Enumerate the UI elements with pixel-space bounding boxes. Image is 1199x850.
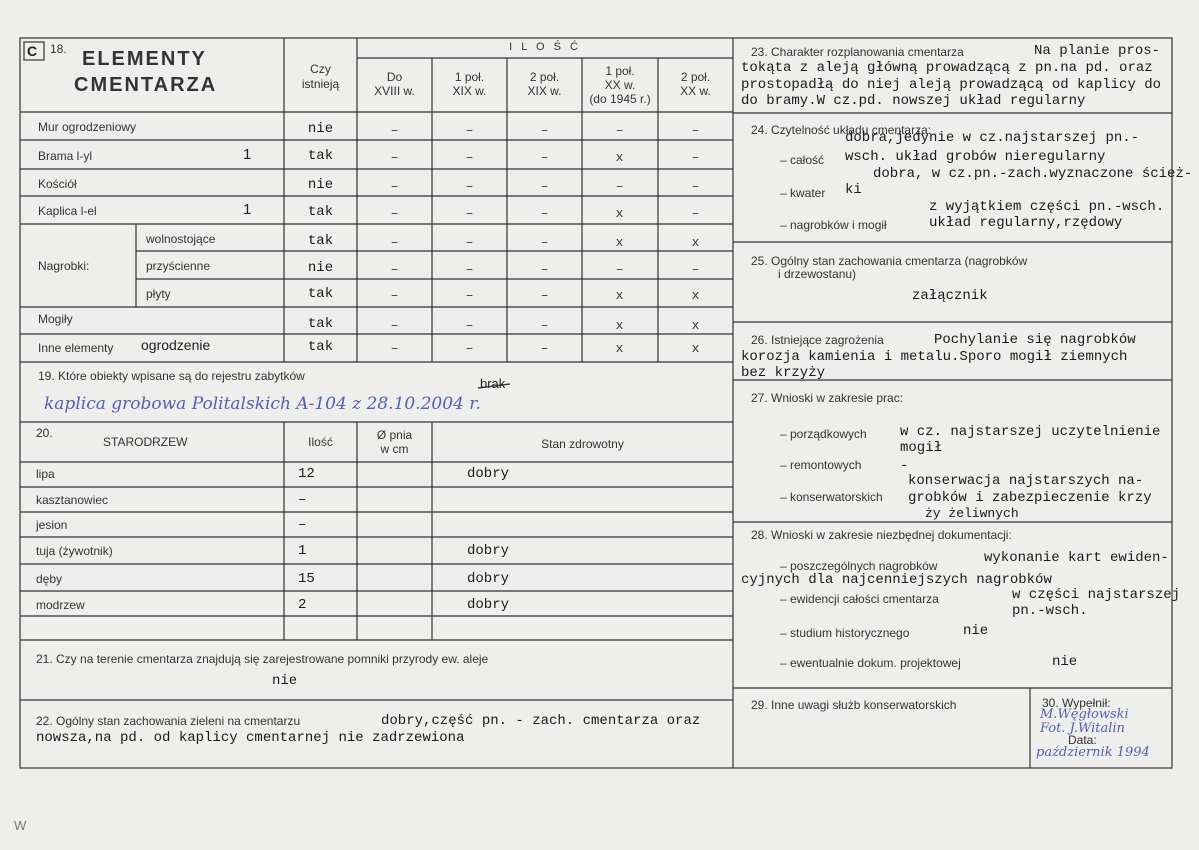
period-header (432, 70, 507, 98)
element-period-mark: – (540, 262, 549, 277)
element-period-mark: x (615, 341, 624, 356)
section-26-text: bez krzyży (741, 365, 826, 381)
element-count: 1 (243, 201, 252, 218)
element-period-mark: x (691, 235, 700, 250)
tree-col-pnia-line: Ø pnia (376, 428, 413, 442)
element-period-mark: – (465, 318, 474, 333)
element-period-mark: – (615, 262, 624, 277)
period-header (582, 64, 658, 106)
section-24-calosc-text: wsch. układ grobów nieregularny (845, 149, 1106, 165)
element-period-mark: – (465, 262, 474, 277)
element-period-mark: x (691, 288, 700, 303)
tree-name: modrzew (36, 598, 85, 612)
section-21-label: 21. Czy na terenie cmentarza znajdują się zarejestrowane pomniki przyrody ew. aleje (36, 652, 489, 666)
tree-quantity: 1 (298, 543, 307, 559)
element-period-mark: – (390, 235, 399, 250)
element-period-mark: – (465, 123, 474, 138)
section-30-data-label: Data: (1068, 733, 1097, 747)
section-28-ewent-label: – ewentualnie dokum. projektowej (780, 656, 961, 670)
element-label: Kościół (38, 177, 77, 191)
col-header-istnieja: istnieją (301, 77, 340, 91)
section-24-label: 24. Czytelność układu cmentarza: (751, 123, 932, 137)
section-26-text: Pochylanie się nagrobków (934, 332, 1136, 348)
section-28-ewid-text: w części najstarszej (1012, 587, 1181, 603)
element-period-mark: – (540, 179, 549, 194)
section-30-label: 30. Wypełnił: (1042, 696, 1111, 710)
section-23-text: tokąta z aleją główną prowadzącą z pn.na pd. oraz (741, 60, 1153, 76)
tree-col-pnia-line: w cm (380, 442, 409, 456)
section-24-nagrobkow-text: z wyjątkiem części pn.-wsch. (929, 199, 1165, 215)
section-24-nagrobkow-text: układ regularny,rzędowy (929, 215, 1123, 231)
element-label: wolnostojące (146, 232, 216, 246)
element-exists-value: nie (307, 121, 334, 137)
section-28-ewid-text: pn.-wsch. (1012, 603, 1088, 619)
section-25-label: 25. Ogólny stan zachowania cmentarza (nagrobków (751, 254, 1028, 268)
element-period-mark: – (390, 123, 399, 138)
period-line: 2 poł. (529, 70, 560, 84)
nagrobki-label: Nagrobki: (38, 259, 90, 273)
element-period-mark: – (540, 206, 549, 221)
period-line: XX w. (680, 84, 711, 98)
section-28-label: 28. Wnioski w zakresie niezbędnej dokumentacji: (751, 528, 1012, 542)
tree-health-state: dobry (467, 543, 510, 559)
element-exists-value: nie (307, 177, 334, 193)
section-27-konserw-label: – konserwatorskich (780, 490, 883, 504)
period-line: (do 1945 r.) (589, 92, 651, 106)
element-exists-value: tak (307, 316, 334, 332)
element-period-mark: – (390, 262, 399, 277)
section-27-label: 27. Wnioski w zakresie prac: (751, 391, 904, 405)
period-line: XVIII w. (374, 84, 415, 98)
section-27-konserw-text: konserwacja najstarszych na- (908, 473, 1144, 489)
period-line: XX w. (604, 78, 636, 92)
section-28-poszcz-label: – poszczególnych nagrobków (780, 559, 938, 573)
tree-health-state: dobry (467, 466, 510, 482)
element-exists-value: tak (307, 148, 334, 164)
tree-quantity: 12 (298, 466, 315, 482)
element-period-mark: x (615, 206, 624, 221)
section-27-konserw-text: grobków i zabezpieczenie krzy (908, 490, 1152, 506)
section-25-value: załącznik (912, 288, 988, 304)
element-label: przyścienne (146, 259, 211, 273)
element-count: 1 (243, 146, 252, 163)
element-count: ogrodzenie (141, 337, 211, 353)
section-27-porz-text: mogił (900, 440, 943, 456)
section-24-nagrobkow-label: – nagrobków i mogił (780, 218, 887, 232)
period-header (658, 70, 733, 98)
section-28-poszcz-text: cyjnych dla najcenniejszych nagrobków (741, 572, 1052, 588)
element-period-mark: – (615, 123, 624, 138)
section-22-text-line1: dobry,część pn. - zach. cmentarza oraz (381, 713, 701, 729)
period-line: XIX w. (527, 84, 562, 98)
section-30-handwritten-photo: Fot. J.Witalin (1040, 721, 1125, 736)
element-period-mark: x (691, 318, 700, 333)
element-period-mark: – (465, 235, 474, 250)
element-period-mark: – (691, 206, 700, 221)
section-26-label: 26. Istniejące zagrożenia (751, 333, 884, 347)
period-header (507, 70, 582, 98)
element-label: Inne elementy (38, 341, 114, 355)
section-27-remont-label: – remontowych (780, 458, 862, 472)
section-24-kwater-label: – kwater (780, 186, 826, 200)
element-period-mark: – (465, 288, 474, 303)
element-label: Brama l-yl (38, 149, 93, 163)
tree-health-state: dobry (467, 571, 510, 587)
element-period-mark: – (540, 341, 549, 356)
section-27-porz-label: – porządkowych (780, 427, 867, 441)
element-period-mark: – (691, 123, 700, 138)
element-period-mark: x (691, 341, 700, 356)
element-period-mark: – (615, 179, 624, 194)
section-18-title-line1: ELEMENTY (82, 48, 207, 70)
section-19-struck-text: brak (480, 376, 506, 391)
element-label: płyty (146, 287, 171, 301)
element-exists-value: tak (307, 204, 334, 220)
section-28-studium-label: – studium historycznego (780, 626, 910, 640)
section-22-label: 22. Ogólny stan zachowania zieleni na cmentarzu (36, 714, 301, 728)
section-27-remont-text: - (900, 458, 909, 474)
section-24-kwater-text: ki (845, 182, 862, 198)
tree-quantity: – (298, 492, 307, 508)
element-period-mark: – (465, 206, 474, 221)
section-23-text: do bramy.W cz.pd. nowszej układ regularny (741, 93, 1086, 109)
section-30-handwritten-name: M.Węgłowski (1040, 707, 1129, 722)
element-period-mark: – (465, 179, 474, 194)
tree-col-stan: Stan zdrowotny (541, 437, 624, 451)
tree-name: dęby (36, 572, 63, 586)
section-20-title: STARODRZEW (103, 435, 188, 449)
section-23-text: prostopadłą do niej aleją prowadzącą od kaplicy do (741, 77, 1162, 93)
period-header (357, 70, 432, 98)
section-28-studium-text: nie (963, 623, 989, 639)
section-26-text: korozja kamienia i metalu.Sporo mogił ziemnych (741, 349, 1128, 365)
period-line: XIX w. (452, 84, 487, 98)
section-28-poszcz-text: wykonanie kart ewiden- (984, 550, 1169, 566)
element-period-mark: – (540, 150, 549, 165)
element-exists-value: tak (307, 339, 334, 355)
period-line: 1 poł. (605, 64, 635, 78)
period-line: 2 poł. (680, 70, 711, 84)
section-24-calosc-label: – całość (780, 153, 825, 167)
element-label: Kaplica l-el (38, 204, 97, 218)
tree-quantity: 15 (298, 571, 315, 587)
section-28-ewid-label: – ewidencji całości cmentarza (780, 592, 939, 606)
section-27-konserw-text: ży żeliwnych (925, 506, 1019, 521)
col-header-czy: Czy (310, 62, 331, 76)
element-period-mark: – (691, 150, 700, 165)
element-label: Mogiły (38, 312, 73, 326)
element-period-mark: – (691, 262, 700, 277)
element-period-mark: – (540, 288, 549, 303)
element-period-mark: – (465, 341, 474, 356)
element-exists-value: tak (307, 286, 334, 302)
element-period-mark: – (540, 318, 549, 333)
section-30-handwritten-date: październik 1994 (1036, 745, 1150, 760)
tree-quantity: 2 (298, 597, 307, 613)
element-period-mark: – (540, 123, 549, 138)
element-period-mark: – (390, 206, 399, 221)
corner-mark: W (14, 818, 27, 833)
section-25-label: i drzewostanu) (778, 267, 857, 281)
tree-quantity: – (298, 517, 307, 533)
col-header-ilosc: I L O Ś Ć (509, 41, 581, 53)
tree-name: kasztanowiec (36, 493, 109, 507)
section-28-ewent-text: nie (1052, 654, 1078, 670)
element-exists-value: tak (307, 233, 334, 249)
section-23-text: Na planie pros- (1034, 43, 1161, 59)
section-22-text-line2: nowsza,na pd. od kaplicy cmentarnej nie zadrzewiona (36, 730, 465, 746)
tree-name: tuja (żywotnik) (36, 544, 113, 558)
section-19-label: 19. Które obiekty wpisane są do rejestru zabytków (38, 369, 305, 383)
section-29-label: 29. Inne uwagi służb konserwatorskich (751, 698, 957, 712)
element-exists-value: nie (307, 260, 334, 276)
section-18-number: 18. (50, 42, 67, 56)
element-period-mark: – (691, 179, 700, 194)
tree-col-pnia (357, 428, 432, 456)
section-23-label: 23. Charakter rozplanowania cmentarza (751, 45, 964, 59)
element-period-mark: x (615, 150, 624, 165)
section-21-value: nie (272, 673, 298, 689)
section-18-title-line2: CMENTARZA (74, 74, 218, 96)
tree-name: jesion (36, 518, 68, 532)
element-period-mark: x (615, 318, 624, 333)
element-period-mark: – (390, 318, 399, 333)
element-period-mark: – (465, 150, 474, 165)
tree-name: lipa (36, 467, 55, 481)
element-period-mark: – (540, 235, 549, 250)
tree-health-state: dobry (467, 597, 510, 613)
element-period-mark: – (390, 341, 399, 356)
element-period-mark: x (615, 235, 624, 250)
element-period-mark: – (390, 288, 399, 303)
section-24-kwater-text: dobra, w cz.pn.-zach.wyznaczone ścież- (873, 166, 1193, 182)
element-period-mark: x (615, 288, 624, 303)
element-period-mark: – (390, 150, 399, 165)
section-27-porz-text: w cz. najstarszej uczytelnienie (900, 424, 1161, 440)
tree-col-ilosc: Ilość (308, 435, 333, 449)
section-24-calosc-text: dobra,jedynie w cz.najstarszej pn.- (845, 130, 1140, 146)
period-line: 1 poł. (454, 70, 485, 84)
element-period-mark: – (390, 179, 399, 194)
section-code-box: C (27, 43, 38, 59)
section-20-number: 20. (36, 426, 53, 440)
section-19-handwritten-entry: kaplica grobowa Politalskich A-104 z 28.10.2004 r. (44, 394, 481, 414)
element-label: Mur ogrodzeniowy (38, 120, 137, 134)
period-line: Do (386, 70, 403, 84)
